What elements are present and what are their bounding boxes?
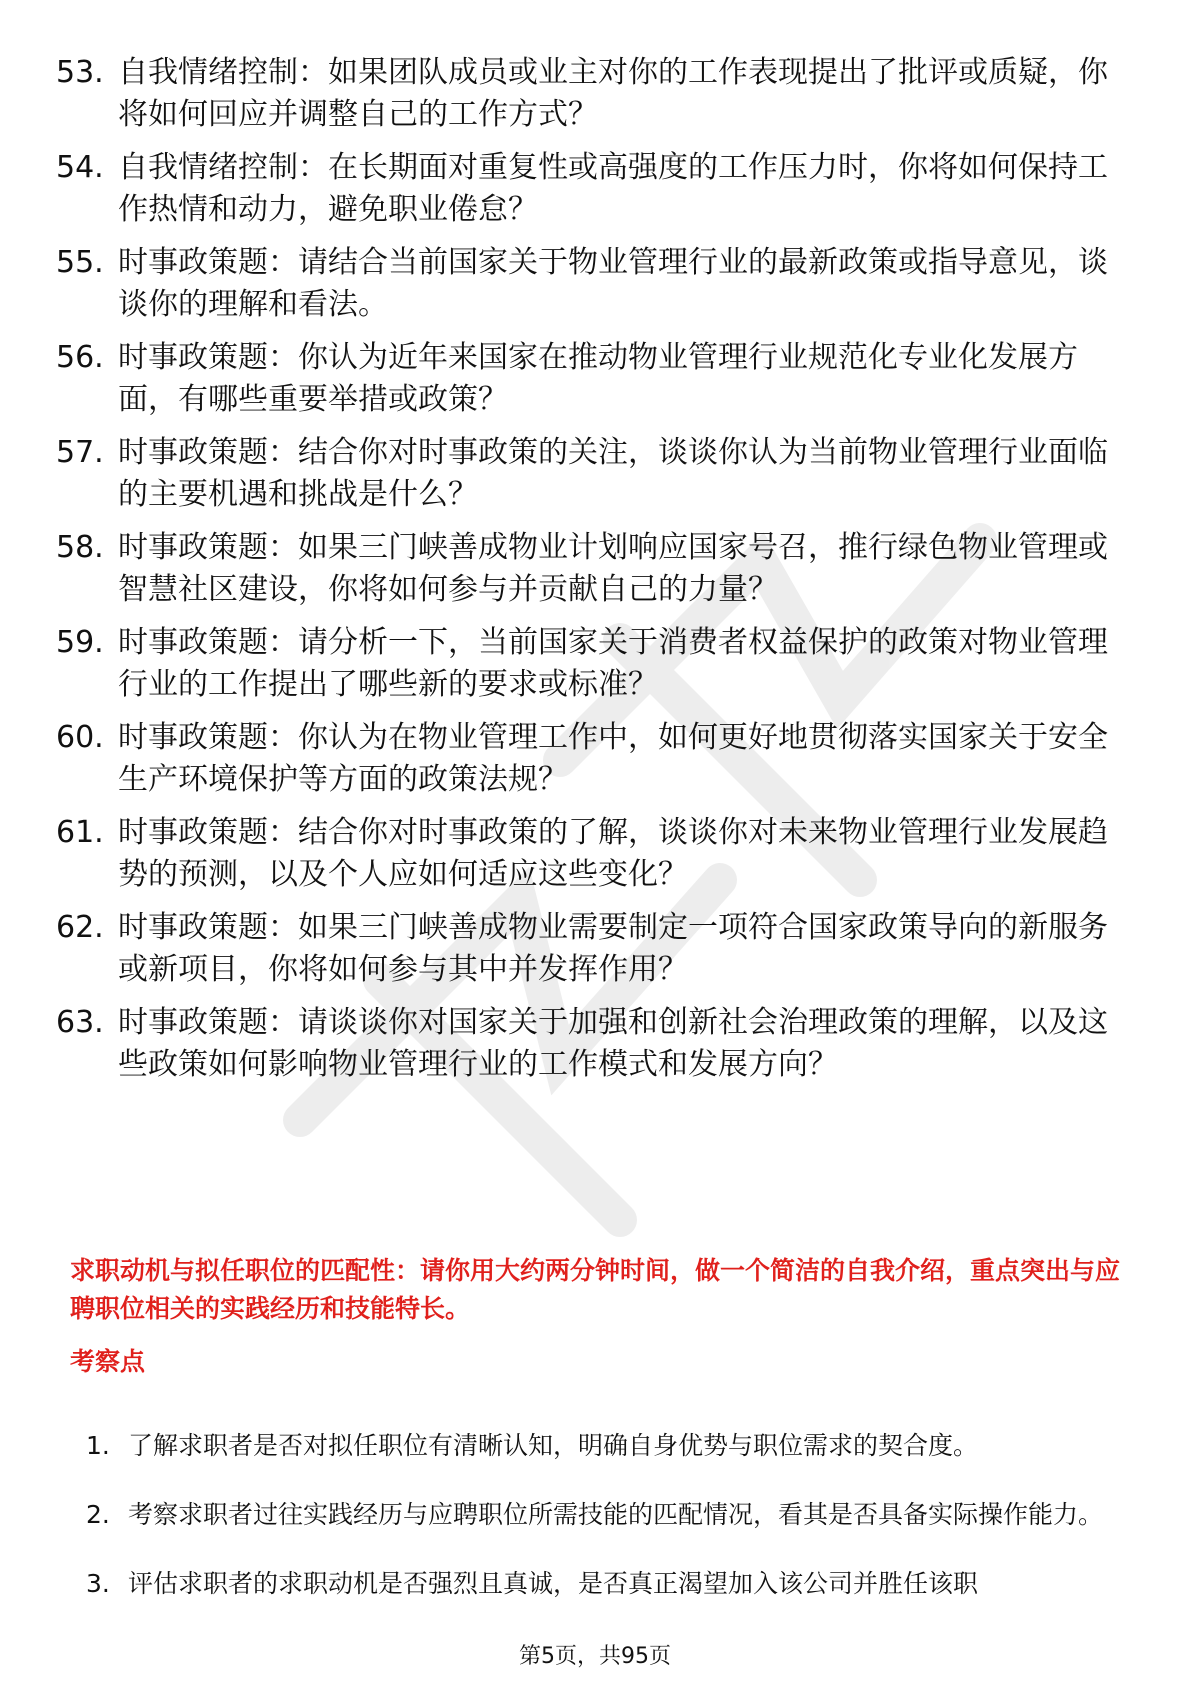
question-item: [56, 337, 1136, 421]
question-number: 59.: [56, 625, 104, 660]
evaluation-point: [86, 1489, 1136, 1541]
question-item: [56, 52, 1136, 136]
evaluation-point: [86, 1420, 1136, 1472]
question-number: 56.: [56, 340, 104, 375]
question-number: 62.: [56, 910, 104, 945]
question-text: 自我情绪控制：在长期面对重复性或高强度的工作压力时，你将如何保持工作热情和动力，避免职业倦怠？: [118, 150, 1108, 227]
question-text: 时事政策题：请分析一下，当前国家关于消费者权益保护的政策对物业管理行业的工作提出了哪些新的要求或标准？: [118, 625, 1108, 702]
question-text: 时事政策题：请谈谈你对国家关于加强和创新社会治理政策的理解，以及这些政策如何影响物业管理行业的工作模式和发展方向？: [118, 1005, 1108, 1082]
question-number: 55.: [56, 245, 104, 280]
point-text: 评估求职者的求职动机是否强烈且真诚，是否真正渴望加入该公司并胜任该职: [128, 1569, 979, 1598]
question-text: 时事政策题：如果三门峡善成物业需要制定一项符合国家政策导向的新服务或新项目，你将如何参与其中并发挥作用？: [118, 910, 1108, 987]
question-item: [56, 812, 1136, 896]
point-number: 3.: [86, 1569, 110, 1598]
question-item: [56, 527, 1136, 611]
question-text: 时事政策题：请结合当前国家关于物业管理行业的最新政策或指导意见，谈谈你的理解和看法。: [118, 245, 1108, 322]
section-heading: 考察点: [70, 1347, 146, 1376]
question-text: 时事政策题：如果三门峡善成物业计划响应国家号召，推行绿色物业管理或智慧社区建设，你将如何参与并贡献自己的力量？: [118, 530, 1108, 607]
question-number: 61.: [56, 815, 104, 850]
page-footer: 第5页，共95页: [519, 1644, 671, 1669]
question-text: 时事政策题：结合你对时事政策的了解，谈谈你对未来物业管理行业发展趋势的预测，以及个人应如何适应这些变化？: [118, 815, 1108, 892]
evaluation-point: [86, 1558, 1136, 1610]
question-number: 57.: [56, 435, 104, 470]
point-number: 1.: [86, 1431, 110, 1460]
question-text: 时事政策题：你认为近年来国家在推动物业管理行业规范化专业化发展方面，有哪些重要举措或政策？: [118, 340, 1078, 417]
question-item: [56, 622, 1136, 706]
question-list: [56, 52, 1136, 1097]
point-text: 了解求职者是否对拟任职位有清晰认知，明确自身优势与职位需求的契合度。: [128, 1431, 979, 1460]
question-number: 54.: [56, 150, 104, 185]
question-item: [56, 147, 1136, 231]
question-number: 63.: [56, 1005, 104, 1040]
question-item: [56, 907, 1136, 991]
question-item: [56, 717, 1136, 801]
evaluation-points-list: [86, 1420, 1136, 1627]
section-title: 求职动机与拟任职位的匹配性：请你用大约两分钟时间，做一个简洁的自我介绍，重点突出与应聘职位相关的实践经历和技能特长。: [70, 1256, 1121, 1323]
question-text: 自我情绪控制：如果团队成员或业主对你的工作表现提出了批评或质疑，你将如何回应并调整自己的工作方式？: [118, 55, 1108, 132]
point-text: 考察求职者过往实践经历与应聘职位所需技能的匹配情况，看其是否具备实际操作能力。: [128, 1500, 1104, 1529]
question-item: [56, 1002, 1136, 1086]
point-number: 2.: [86, 1500, 110, 1529]
question-text: 时事政策题：你认为在物业管理工作中，如何更好地贯彻落实国家关于安全生产环境保护等方面的政策法规？: [118, 720, 1108, 797]
question-item: [56, 242, 1136, 326]
question-number: 60.: [56, 720, 104, 755]
question-text: 时事政策题：结合你对时事政策的关注，谈谈你认为当前物业管理行业面临的主要机遇和挑战是什么？: [118, 435, 1108, 512]
question-number: 53.: [56, 55, 104, 90]
question-number: 58.: [56, 530, 104, 565]
question-item: [56, 432, 1136, 516]
